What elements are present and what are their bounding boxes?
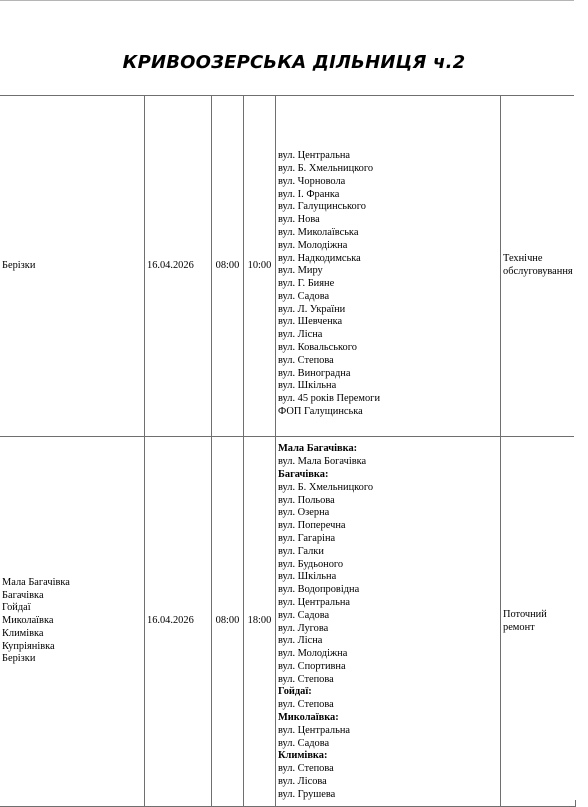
page-right-margin: [574, 0, 588, 800]
reason-text: обслуговування: [503, 266, 573, 277]
street-name: вул. Садова: [278, 737, 330, 749]
streets-cell: [276, 437, 501, 807]
settlement-heading: Миколаївка:: [278, 712, 339, 724]
street-name: вул. Надкодимська: [278, 252, 361, 264]
outage-schedule-table: [0, 95, 576, 807]
street-name: вул. Садова: [278, 290, 330, 302]
street-name: вул. Центральна: [278, 150, 351, 162]
street-name: вул. Нова: [278, 214, 320, 226]
street-name: вул. Степова: [278, 354, 334, 366]
street-name: вул. Лугова: [278, 622, 329, 634]
schedule-row: [0, 437, 575, 807]
settlement-heading: Гойдаї:: [278, 686, 312, 698]
street-name: вул. Поперечна: [278, 520, 346, 532]
locality-cell: [0, 437, 145, 807]
street-name: вул. Молодіжна: [278, 648, 348, 660]
time-from-cell: 08:00: [212, 437, 244, 807]
streets-cell: [276, 96, 501, 437]
street-name: вул. Галущинського: [278, 201, 366, 213]
street-name: вул. Б. Хмельницкого: [278, 481, 374, 493]
street-name: вул. Шкільна: [278, 571, 337, 583]
street-name: вул. Б. Хмельницкого: [278, 162, 374, 174]
reason-cell: [501, 437, 576, 807]
time-to-cell: 18:00: [244, 437, 276, 807]
date-cell: 16.04.2026: [145, 437, 212, 807]
street-name: вул. 45 років Перемоги: [278, 393, 381, 405]
street-name: вул. Миру: [278, 265, 323, 277]
street-name: вул. Чорновола: [278, 175, 346, 187]
street-name: вул. Садова: [278, 609, 330, 621]
street-name: вул. Будьоного: [278, 558, 344, 570]
schedule-row: [0, 96, 575, 437]
reason-cell: [501, 96, 576, 437]
street-name: вул. Шкільна: [278, 380, 337, 392]
street-name: вул. Степова: [278, 699, 334, 711]
street-name: вул. Лісна: [278, 635, 323, 647]
locality-name: Мала Багачівка: [2, 576, 70, 588]
locality-name: Берізки: [2, 653, 36, 665]
street-name: вул. Центральна: [278, 724, 351, 736]
date-cell: 16.04.2026: [145, 96, 212, 437]
time-to-cell: 10:00: [244, 96, 276, 437]
street-name: вул. Молодіжна: [278, 239, 348, 251]
reason-text: ремонт: [503, 621, 535, 633]
street-name: вул. Шевченка: [278, 316, 343, 328]
street-name: вул. Степова: [278, 673, 334, 685]
settlement-heading: Мала Багачівка:: [278, 443, 358, 455]
street-name: вул. Галки: [278, 545, 324, 557]
locality-name: Берізки: [2, 259, 36, 271]
street-name: вул. Центральна: [278, 596, 351, 608]
street-name: вул. Озерна: [278, 507, 330, 519]
settlement-heading: Климівка:: [278, 750, 328, 762]
street-name: вул. Польова: [278, 494, 335, 506]
street-name: вул. Ковальського: [278, 342, 357, 354]
page-top-rule: [0, 0, 574, 1]
street-name: ФОП Галущинська: [278, 406, 363, 418]
street-name: вул. Грушева: [278, 788, 336, 800]
street-name: вул. Гагаріна: [278, 532, 336, 544]
page-title: КРИВООЗЕРСЬКА ДІЛЬНИЦЯ ч.2: [122, 52, 466, 73]
street-name: вул. Мала Богачівка: [278, 456, 367, 468]
street-name: вул. Водопровідна: [278, 584, 360, 596]
reason-text: Поточний: [503, 608, 547, 620]
time-from-cell: 08:00: [212, 96, 244, 437]
street-name: вул. Лісна: [278, 329, 323, 341]
street-name: вул. Степова: [278, 763, 334, 775]
locality-name: Гойдаї: [2, 602, 31, 614]
locality-name: Климівка: [2, 627, 44, 639]
locality-name: Миколаївка: [2, 615, 54, 627]
street-name: вул. Виноградна: [278, 367, 351, 379]
locality-cell: [0, 96, 145, 437]
street-name: вул. Лісова: [278, 776, 327, 788]
settlement-heading: Багачівка:: [278, 468, 329, 480]
street-name: вул. Миколаївська: [278, 226, 359, 238]
street-name: вул. І. Франка: [278, 188, 340, 200]
locality-name: Купріянівка: [2, 640, 55, 652]
street-name: вул. Г. Бияне: [278, 278, 335, 290]
locality-name: Багачівка: [2, 589, 44, 601]
street-name: вул. Спортивна: [278, 660, 346, 672]
reason-text: Технічне: [503, 253, 543, 265]
street-name: вул. Л. України: [278, 303, 346, 315]
